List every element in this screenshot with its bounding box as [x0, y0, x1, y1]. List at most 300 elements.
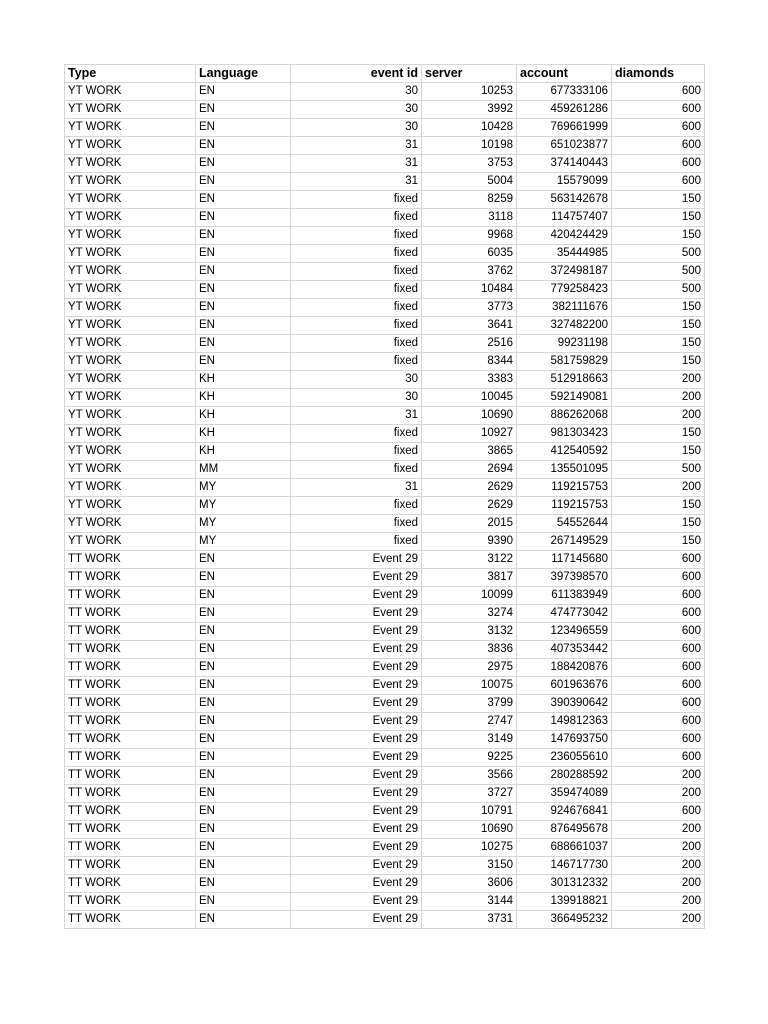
header-server[interactable]: server: [422, 65, 517, 83]
cell-server[interactable]: 10791: [422, 803, 517, 821]
cell-event-id[interactable]: Event 29: [291, 569, 422, 587]
cell-account[interactable]: 280288592: [517, 767, 612, 785]
cell-event-id[interactable]: Event 29: [291, 587, 422, 605]
cell-diamonds[interactable]: 600: [612, 569, 705, 587]
cell-type[interactable]: TT WORK: [65, 695, 196, 713]
cell-account[interactable]: 147693750: [517, 731, 612, 749]
cell-account[interactable]: 117145680: [517, 551, 612, 569]
cell-diamonds[interactable]: 200: [612, 839, 705, 857]
cell-language[interactable]: EN: [196, 767, 291, 785]
cell-server[interactable]: 3383: [422, 371, 517, 389]
cell-account[interactable]: 390390642: [517, 695, 612, 713]
cell-language[interactable]: EN: [196, 803, 291, 821]
cell-account[interactable]: 981303423: [517, 425, 612, 443]
cell-event-id[interactable]: Event 29: [291, 713, 422, 731]
cell-server[interactable]: 10484: [422, 281, 517, 299]
cell-language[interactable]: EN: [196, 641, 291, 659]
cell-account[interactable]: 611383949: [517, 587, 612, 605]
cell-server[interactable]: 3606: [422, 875, 517, 893]
cell-account[interactable]: 688661037: [517, 839, 612, 857]
cell-language[interactable]: EN: [196, 875, 291, 893]
cell-language[interactable]: MM: [196, 461, 291, 479]
cell-account[interactable]: 412540592: [517, 443, 612, 461]
cell-server[interactable]: 2975: [422, 659, 517, 677]
cell-event-id[interactable]: fixed: [291, 515, 422, 533]
cell-event-id[interactable]: fixed: [291, 245, 422, 263]
cell-event-id[interactable]: 31: [291, 407, 422, 425]
cell-type[interactable]: TT WORK: [65, 911, 196, 929]
table-row: [65, 173, 705, 191]
cell-type[interactable]: YT WORK: [65, 515, 196, 533]
cell-language[interactable]: EN: [196, 155, 291, 173]
cell-type[interactable]: TT WORK: [65, 587, 196, 605]
cell-diamonds[interactable]: 200: [612, 893, 705, 911]
cell-type[interactable]: TT WORK: [65, 569, 196, 587]
header-account[interactable]: account: [517, 65, 612, 83]
cell-language[interactable]: EN: [196, 785, 291, 803]
cell-type[interactable]: YT WORK: [65, 119, 196, 137]
cell-diamonds[interactable]: 600: [612, 119, 705, 137]
cell-language[interactable]: EN: [196, 317, 291, 335]
cell-diamonds[interactable]: 150: [612, 317, 705, 335]
cell-server[interactable]: 3274: [422, 605, 517, 623]
cell-server[interactable]: 5004: [422, 173, 517, 191]
cell-diamonds[interactable]: 200: [612, 875, 705, 893]
cell-event-id[interactable]: fixed: [291, 299, 422, 317]
cell-account[interactable]: 769661999: [517, 119, 612, 137]
cell-event-id[interactable]: 30: [291, 119, 422, 137]
cell-type[interactable]: YT WORK: [65, 353, 196, 371]
cell-diamonds[interactable]: 600: [612, 587, 705, 605]
cell-server[interactable]: 10198: [422, 137, 517, 155]
cell-event-id[interactable]: fixed: [291, 425, 422, 443]
cell-account[interactable]: 512918663: [517, 371, 612, 389]
cell-event-id[interactable]: 31: [291, 137, 422, 155]
cell-server[interactable]: 3865: [422, 443, 517, 461]
cell-type[interactable]: TT WORK: [65, 857, 196, 875]
cell-language[interactable]: EN: [196, 227, 291, 245]
cell-account[interactable]: 474773042: [517, 605, 612, 623]
cell-server[interactable]: 10690: [422, 821, 517, 839]
cell-language[interactable]: EN: [196, 839, 291, 857]
cell-account[interactable]: 601963676: [517, 677, 612, 695]
cell-type[interactable]: YT WORK: [65, 533, 196, 551]
table-row: [65, 443, 705, 461]
cell-account[interactable]: 677333106: [517, 83, 612, 101]
cell-server[interactable]: 3762: [422, 263, 517, 281]
cell-event-id[interactable]: Event 29: [291, 893, 422, 911]
cell-server[interactable]: 2629: [422, 479, 517, 497]
cell-language[interactable]: EN: [196, 821, 291, 839]
cell-account[interactable]: 119215753: [517, 497, 612, 515]
cell-server[interactable]: 2747: [422, 713, 517, 731]
cell-event-id[interactable]: 31: [291, 155, 422, 173]
cell-type[interactable]: TT WORK: [65, 839, 196, 857]
cell-diamonds[interactable]: 600: [612, 803, 705, 821]
cell-language[interactable]: EN: [196, 551, 291, 569]
cell-server[interactable]: 6035: [422, 245, 517, 263]
cell-language[interactable]: MY: [196, 479, 291, 497]
cell-event-id[interactable]: Event 29: [291, 677, 422, 695]
cell-diamonds[interactable]: 150: [612, 353, 705, 371]
cell-language[interactable]: EN: [196, 335, 291, 353]
cell-server[interactable]: 9225: [422, 749, 517, 767]
cell-server[interactable]: 8344: [422, 353, 517, 371]
cell-event-id[interactable]: 30: [291, 101, 422, 119]
cell-server[interactable]: 10690: [422, 407, 517, 425]
cell-event-id[interactable]: Event 29: [291, 767, 422, 785]
cell-type[interactable]: YT WORK: [65, 137, 196, 155]
cell-event-id[interactable]: fixed: [291, 461, 422, 479]
cell-language[interactable]: EN: [196, 83, 291, 101]
cell-diamonds[interactable]: 500: [612, 461, 705, 479]
cell-account[interactable]: 135501095: [517, 461, 612, 479]
cell-account[interactable]: 54552644: [517, 515, 612, 533]
cell-event-id[interactable]: Event 29: [291, 731, 422, 749]
cell-event-id[interactable]: fixed: [291, 227, 422, 245]
cell-account[interactable]: 407353442: [517, 641, 612, 659]
cell-diamonds[interactable]: 600: [612, 155, 705, 173]
spreadsheet-table: [64, 64, 705, 929]
cell-server[interactable]: 10428: [422, 119, 517, 137]
cell-event-id[interactable]: 31: [291, 173, 422, 191]
cell-type[interactable]: YT WORK: [65, 173, 196, 191]
cell-language[interactable]: EN: [196, 101, 291, 119]
cell-language[interactable]: EN: [196, 299, 291, 317]
cell-account[interactable]: 301312332: [517, 875, 612, 893]
cell-type[interactable]: YT WORK: [65, 479, 196, 497]
cell-type[interactable]: TT WORK: [65, 677, 196, 695]
table-row: [65, 83, 705, 101]
cell-type[interactable]: TT WORK: [65, 749, 196, 767]
cell-diamonds[interactable]: 600: [612, 101, 705, 119]
cell-account[interactable]: 149812363: [517, 713, 612, 731]
cell-server[interactable]: 3566: [422, 767, 517, 785]
cell-diamonds[interactable]: 600: [612, 695, 705, 713]
cell-diamonds[interactable]: 200: [612, 821, 705, 839]
cell-event-id[interactable]: Event 29: [291, 623, 422, 641]
cell-type[interactable]: YT WORK: [65, 299, 196, 317]
cell-server[interactable]: 3731: [422, 911, 517, 929]
cell-diamonds[interactable]: 200: [612, 785, 705, 803]
cell-account[interactable]: 372498187: [517, 263, 612, 281]
cell-event-id[interactable]: Event 29: [291, 839, 422, 857]
cell-diamonds[interactable]: 150: [612, 227, 705, 245]
cell-type[interactable]: YT WORK: [65, 191, 196, 209]
cell-event-id[interactable]: Event 29: [291, 605, 422, 623]
cell-diamonds[interactable]: 600: [612, 623, 705, 641]
cell-type[interactable]: YT WORK: [65, 335, 196, 353]
cell-type[interactable]: TT WORK: [65, 641, 196, 659]
cell-server[interactable]: 2694: [422, 461, 517, 479]
cell-event-id[interactable]: Event 29: [291, 749, 422, 767]
cell-server[interactable]: 3149: [422, 731, 517, 749]
cell-language[interactable]: KH: [196, 389, 291, 407]
cell-diamonds[interactable]: 200: [612, 389, 705, 407]
cell-type[interactable]: YT WORK: [65, 263, 196, 281]
cell-diamonds[interactable]: 200: [612, 479, 705, 497]
cell-diamonds[interactable]: 200: [612, 911, 705, 929]
cell-event-id[interactable]: Event 29: [291, 641, 422, 659]
cell-server[interactable]: 10099: [422, 587, 517, 605]
cell-type[interactable]: YT WORK: [65, 425, 196, 443]
cell-server[interactable]: 3144: [422, 893, 517, 911]
cell-diamonds[interactable]: 200: [612, 857, 705, 875]
cell-diamonds[interactable]: 150: [612, 299, 705, 317]
cell-type[interactable]: YT WORK: [65, 83, 196, 101]
cell-type[interactable]: YT WORK: [65, 281, 196, 299]
cell-diamonds[interactable]: 600: [612, 605, 705, 623]
cell-event-id[interactable]: 31: [291, 479, 422, 497]
cell-account[interactable]: 924676841: [517, 803, 612, 821]
cell-language[interactable]: EN: [196, 191, 291, 209]
cell-diamonds[interactable]: 150: [612, 335, 705, 353]
table-row: [65, 857, 705, 875]
cell-language[interactable]: KH: [196, 443, 291, 461]
cell-language[interactable]: KH: [196, 371, 291, 389]
cell-server[interactable]: 3150: [422, 857, 517, 875]
cell-language[interactable]: EN: [196, 749, 291, 767]
table-row: [65, 497, 705, 515]
cell-account[interactable]: 592149081: [517, 389, 612, 407]
cell-language[interactable]: EN: [196, 713, 291, 731]
cell-type[interactable]: TT WORK: [65, 893, 196, 911]
cell-diamonds[interactable]: 150: [612, 497, 705, 515]
cell-language[interactable]: EN: [196, 137, 291, 155]
cell-event-id[interactable]: Event 29: [291, 659, 422, 677]
cell-event-id[interactable]: 30: [291, 389, 422, 407]
cell-diamonds[interactable]: 600: [612, 137, 705, 155]
cell-event-id[interactable]: 30: [291, 371, 422, 389]
cell-account[interactable]: 420424429: [517, 227, 612, 245]
cell-type[interactable]: YT WORK: [65, 155, 196, 173]
cell-event-id[interactable]: Event 29: [291, 803, 422, 821]
cell-account[interactable]: 876495678: [517, 821, 612, 839]
cell-type[interactable]: TT WORK: [65, 551, 196, 569]
cell-type[interactable]: TT WORK: [65, 623, 196, 641]
cell-diamonds[interactable]: 600: [612, 173, 705, 191]
cell-language[interactable]: EN: [196, 623, 291, 641]
cell-event-id[interactable]: Event 29: [291, 911, 422, 929]
cell-language[interactable]: EN: [196, 353, 291, 371]
cell-account[interactable]: 119215753: [517, 479, 612, 497]
cell-account[interactable]: 188420876: [517, 659, 612, 677]
cell-diamonds[interactable]: 150: [612, 209, 705, 227]
cell-diamonds[interactable]: 150: [612, 425, 705, 443]
cell-server[interactable]: 10927: [422, 425, 517, 443]
table-row: [65, 677, 705, 695]
cell-server[interactable]: 3132: [422, 623, 517, 641]
cell-server[interactable]: 10075: [422, 677, 517, 695]
cell-language[interactable]: KH: [196, 407, 291, 425]
cell-account[interactable]: 459261286: [517, 101, 612, 119]
cell-account[interactable]: 139918821: [517, 893, 612, 911]
header-language[interactable]: Language: [196, 65, 291, 83]
cell-event-id[interactable]: fixed: [291, 317, 422, 335]
header-type[interactable]: Type: [65, 65, 196, 83]
cell-account[interactable]: 382111676: [517, 299, 612, 317]
cell-diamonds[interactable]: 600: [612, 551, 705, 569]
cell-language[interactable]: EN: [196, 209, 291, 227]
cell-event-id[interactable]: Event 29: [291, 875, 422, 893]
cell-diamonds[interactable]: 600: [612, 749, 705, 767]
cell-event-id[interactable]: Event 29: [291, 695, 422, 713]
cell-type[interactable]: TT WORK: [65, 821, 196, 839]
cell-server[interactable]: 3992: [422, 101, 517, 119]
cell-server[interactable]: 3817: [422, 569, 517, 587]
cell-event-id[interactable]: 30: [291, 83, 422, 101]
cell-account[interactable]: 374140443: [517, 155, 612, 173]
cell-event-id[interactable]: fixed: [291, 443, 422, 461]
cell-event-id[interactable]: fixed: [291, 191, 422, 209]
cell-language[interactable]: EN: [196, 263, 291, 281]
cell-diamonds[interactable]: 500: [612, 263, 705, 281]
cell-type[interactable]: TT WORK: [65, 713, 196, 731]
cell-server[interactable]: 9390: [422, 533, 517, 551]
cell-server[interactable]: 3641: [422, 317, 517, 335]
cell-event-id[interactable]: Event 29: [291, 821, 422, 839]
cell-language[interactable]: KH: [196, 425, 291, 443]
cell-event-id[interactable]: fixed: [291, 533, 422, 551]
cell-account[interactable]: 15579099: [517, 173, 612, 191]
cell-type[interactable]: YT WORK: [65, 371, 196, 389]
cell-account[interactable]: 236055610: [517, 749, 612, 767]
cell-account[interactable]: 327482200: [517, 317, 612, 335]
cell-account[interactable]: 779258423: [517, 281, 612, 299]
cell-server[interactable]: 10253: [422, 83, 517, 101]
cell-event-id[interactable]: fixed: [291, 209, 422, 227]
cell-diamonds[interactable]: 600: [612, 659, 705, 677]
cell-type[interactable]: YT WORK: [65, 209, 196, 227]
cell-server[interactable]: 3836: [422, 641, 517, 659]
cell-account[interactable]: 35444985: [517, 245, 612, 263]
cell-server[interactable]: 9968: [422, 227, 517, 245]
cell-language[interactable]: EN: [196, 173, 291, 191]
cell-type[interactable]: YT WORK: [65, 317, 196, 335]
cell-language[interactable]: EN: [196, 695, 291, 713]
cell-account[interactable]: 886262068: [517, 407, 612, 425]
cell-diamonds[interactable]: 200: [612, 371, 705, 389]
cell-diamonds[interactable]: 600: [612, 641, 705, 659]
cell-type[interactable]: YT WORK: [65, 245, 196, 263]
cell-event-id[interactable]: Event 29: [291, 551, 422, 569]
cell-event-id[interactable]: fixed: [291, 335, 422, 353]
cell-server[interactable]: 3122: [422, 551, 517, 569]
cell-account[interactable]: 99231198: [517, 335, 612, 353]
cell-server[interactable]: 10045: [422, 389, 517, 407]
cell-event-id[interactable]: fixed: [291, 281, 422, 299]
cell-type[interactable]: TT WORK: [65, 767, 196, 785]
cell-diamonds[interactable]: 150: [612, 515, 705, 533]
cell-language[interactable]: EN: [196, 119, 291, 137]
cell-type[interactable]: TT WORK: [65, 605, 196, 623]
cell-type[interactable]: TT WORK: [65, 875, 196, 893]
cell-diamonds[interactable]: 200: [612, 407, 705, 425]
cell-account[interactable]: 651023877: [517, 137, 612, 155]
cell-account[interactable]: 581759829: [517, 353, 612, 371]
cell-account[interactable]: 563142678: [517, 191, 612, 209]
cell-diamonds[interactable]: 200: [612, 767, 705, 785]
table-row: [65, 731, 705, 749]
cell-type[interactable]: TT WORK: [65, 803, 196, 821]
cell-account[interactable]: 114757407: [517, 209, 612, 227]
cell-diamonds[interactable]: 600: [612, 677, 705, 695]
table-row: [65, 335, 705, 353]
table-row: [65, 623, 705, 641]
cell-language[interactable]: EN: [196, 857, 291, 875]
cell-server[interactable]: 3773: [422, 299, 517, 317]
cell-type[interactable]: YT WORK: [65, 443, 196, 461]
cell-diamonds[interactable]: 150: [612, 191, 705, 209]
cell-server[interactable]: 10275: [422, 839, 517, 857]
cell-language[interactable]: MY: [196, 533, 291, 551]
cell-language[interactable]: EN: [196, 677, 291, 695]
cell-language[interactable]: EN: [196, 245, 291, 263]
cell-diamonds[interactable]: 600: [612, 713, 705, 731]
cell-diamonds[interactable]: 500: [612, 281, 705, 299]
cell-language[interactable]: EN: [196, 659, 291, 677]
cell-language[interactable]: EN: [196, 911, 291, 929]
cell-type[interactable]: TT WORK: [65, 785, 196, 803]
table-row: [65, 263, 705, 281]
cell-account[interactable]: 267149529: [517, 533, 612, 551]
cell-account[interactable]: 366495232: [517, 911, 612, 929]
cell-event-id[interactable]: Event 29: [291, 785, 422, 803]
cell-server[interactable]: 2015: [422, 515, 517, 533]
cell-language[interactable]: EN: [196, 893, 291, 911]
cell-server[interactable]: 3799: [422, 695, 517, 713]
cell-diamonds[interactable]: 500: [612, 245, 705, 263]
cell-event-id[interactable]: fixed: [291, 353, 422, 371]
cell-server[interactable]: 3118: [422, 209, 517, 227]
cell-diamonds[interactable]: 150: [612, 443, 705, 461]
cell-language[interactable]: EN: [196, 281, 291, 299]
cell-event-id[interactable]: fixed: [291, 497, 422, 515]
header-diamonds[interactable]: diamonds: [612, 65, 705, 83]
cell-diamonds[interactable]: 150: [612, 533, 705, 551]
cell-language[interactable]: MY: [196, 515, 291, 533]
cell-type[interactable]: YT WORK: [65, 227, 196, 245]
cell-language[interactable]: EN: [196, 569, 291, 587]
cell-server[interactable]: 2516: [422, 335, 517, 353]
cell-diamonds[interactable]: 600: [612, 83, 705, 101]
cell-type[interactable]: YT WORK: [65, 389, 196, 407]
cell-account[interactable]: 146717730: [517, 857, 612, 875]
cell-server[interactable]: 8259: [422, 191, 517, 209]
cell-event-id[interactable]: Event 29: [291, 857, 422, 875]
cell-account[interactable]: 123496559: [517, 623, 612, 641]
cell-event-id[interactable]: fixed: [291, 263, 422, 281]
cell-server[interactable]: 3753: [422, 155, 517, 173]
cell-type[interactable]: YT WORK: [65, 101, 196, 119]
cell-type[interactable]: TT WORK: [65, 659, 196, 677]
cell-type[interactable]: YT WORK: [65, 461, 196, 479]
cell-server[interactable]: 3727: [422, 785, 517, 803]
cell-account[interactable]: 359474089: [517, 785, 612, 803]
cell-language[interactable]: EN: [196, 587, 291, 605]
cell-type[interactable]: YT WORK: [65, 407, 196, 425]
cell-type[interactable]: TT WORK: [65, 731, 196, 749]
table-row: [65, 137, 705, 155]
header-event-id[interactable]: event id: [291, 65, 422, 83]
cell-language[interactable]: MY: [196, 497, 291, 515]
cell-language[interactable]: EN: [196, 605, 291, 623]
cell-language[interactable]: EN: [196, 731, 291, 749]
cell-server[interactable]: 2629: [422, 497, 517, 515]
cell-diamonds[interactable]: 600: [612, 731, 705, 749]
cell-account[interactable]: 397398570: [517, 569, 612, 587]
cell-type[interactable]: YT WORK: [65, 497, 196, 515]
